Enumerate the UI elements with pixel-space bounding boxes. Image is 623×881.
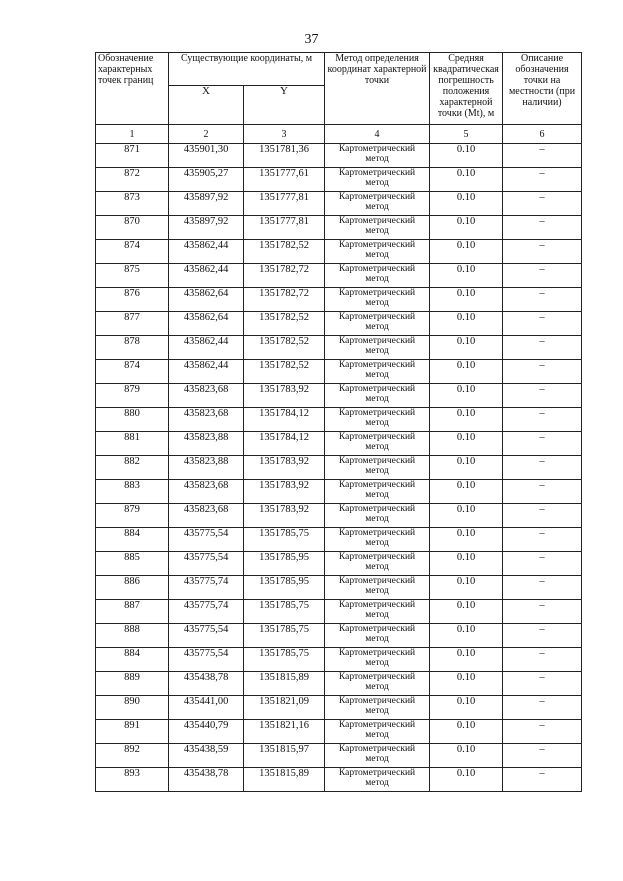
method-line2: метод bbox=[365, 250, 389, 260]
coord-y-cell: 1351785,75 bbox=[244, 624, 325, 648]
coord-x-cell: 435775,54 bbox=[169, 624, 244, 648]
mean-error-cell: 0.10 bbox=[430, 576, 503, 600]
coord-y-cell: 1351782,52 bbox=[244, 312, 325, 336]
point-number-cell: 890 bbox=[96, 696, 169, 720]
mean-error-cell: 0.10 bbox=[430, 720, 503, 744]
method-line1: Картометрический bbox=[338, 216, 416, 226]
coord-y-cell: 1351777,81 bbox=[244, 216, 325, 240]
point-number-cell: 879 bbox=[96, 504, 169, 528]
table-row bbox=[96, 552, 582, 576]
table-row bbox=[96, 456, 582, 480]
coord-y-cell: 1351783,92 bbox=[244, 384, 325, 408]
coord-y-cell: 1351783,92 bbox=[244, 480, 325, 504]
table-header bbox=[96, 53, 582, 144]
coord-y-cell: 1351815,89 bbox=[244, 768, 325, 792]
coord-x-cell: 435862,64 bbox=[169, 312, 244, 336]
coord-y-cell: 1351783,92 bbox=[244, 504, 325, 528]
method-line1: Картометрический bbox=[338, 192, 416, 202]
method-line2: метод bbox=[365, 682, 389, 692]
coord-x-cell: 435897,92 bbox=[169, 192, 244, 216]
table-row bbox=[96, 408, 582, 432]
table-row bbox=[96, 744, 582, 768]
method-cell bbox=[325, 168, 430, 192]
mean-error-cell: 0.10 bbox=[430, 504, 503, 528]
description-cell: – bbox=[503, 744, 582, 768]
table-row bbox=[96, 576, 582, 600]
mean-error-cell: 0.10 bbox=[430, 600, 503, 624]
table-row bbox=[96, 648, 582, 672]
method-line1: Картометрический bbox=[338, 456, 416, 466]
point-number-cell: 884 bbox=[96, 528, 169, 552]
method-line2: метод bbox=[365, 370, 389, 380]
column-number: 4 bbox=[325, 125, 430, 144]
point-number-cell: 887 bbox=[96, 600, 169, 624]
table-row bbox=[96, 240, 582, 264]
coord-y-cell: 1351782,52 bbox=[244, 360, 325, 384]
description-cell: – bbox=[503, 624, 582, 648]
coord-y-cell: 1351777,81 bbox=[244, 192, 325, 216]
mean-error-cell: 0.10 bbox=[430, 648, 503, 672]
mean-error-cell: 0.10 bbox=[430, 312, 503, 336]
method-cell bbox=[325, 504, 430, 528]
coord-x-cell: 435438,78 bbox=[169, 768, 244, 792]
point-number-cell: 882 bbox=[96, 456, 169, 480]
coord-y-cell: 1351821,16 bbox=[244, 720, 325, 744]
method-line2: метод bbox=[365, 202, 389, 212]
coord-x-cell: 435440,79 bbox=[169, 720, 244, 744]
description-cell: – bbox=[503, 696, 582, 720]
coord-y-cell: 1351785,95 bbox=[244, 552, 325, 576]
coord-x-cell: 435441,00 bbox=[169, 696, 244, 720]
coord-y-cell: 1351777,61 bbox=[244, 168, 325, 192]
mean-error-cell: 0.10 bbox=[430, 168, 503, 192]
point-number-cell: 881 bbox=[96, 432, 169, 456]
coord-x-cell: 435823,88 bbox=[169, 456, 244, 480]
table-body bbox=[96, 144, 582, 792]
method-cell bbox=[325, 552, 430, 576]
description-cell: – bbox=[503, 480, 582, 504]
coord-x-cell: 435862,44 bbox=[169, 264, 244, 288]
column-number: 2 bbox=[169, 125, 244, 144]
table-row bbox=[96, 264, 582, 288]
table-row bbox=[96, 768, 582, 792]
method-line2: метод bbox=[365, 754, 389, 764]
mean-error-cell: 0.10 bbox=[430, 240, 503, 264]
method-line2: метод bbox=[365, 778, 389, 788]
method-line2: метод bbox=[365, 514, 389, 524]
method-cell bbox=[325, 216, 430, 240]
method-cell bbox=[325, 360, 430, 384]
method-line2: метод bbox=[365, 322, 389, 332]
method-cell bbox=[325, 528, 430, 552]
description-cell: – bbox=[503, 192, 582, 216]
coord-x-cell: 435775,54 bbox=[169, 528, 244, 552]
method-cell bbox=[325, 312, 430, 336]
method-line2: метод bbox=[365, 562, 389, 572]
coordinates-table bbox=[95, 52, 582, 792]
column-number: 5 bbox=[430, 125, 503, 144]
description-cell: – bbox=[503, 720, 582, 744]
method-cell bbox=[325, 240, 430, 264]
mean-error-cell: 0.10 bbox=[430, 552, 503, 576]
coord-x-cell: 435897,92 bbox=[169, 216, 244, 240]
description-cell: – bbox=[503, 384, 582, 408]
coord-y-cell: 1351785,75 bbox=[244, 648, 325, 672]
coord-y-cell: 1351785,95 bbox=[244, 576, 325, 600]
description-cell: – bbox=[503, 240, 582, 264]
description-cell: – bbox=[503, 432, 582, 456]
column-number: 3 bbox=[244, 125, 325, 144]
method-line1: Картометрический bbox=[338, 624, 416, 634]
description-cell: – bbox=[503, 360, 582, 384]
point-number-cell: 879 bbox=[96, 384, 169, 408]
mean-error-cell: 0.10 bbox=[430, 696, 503, 720]
coord-x-cell: 435823,88 bbox=[169, 432, 244, 456]
mean-error-cell: 0.10 bbox=[430, 480, 503, 504]
method-line1: Картометрический bbox=[338, 144, 416, 154]
coord-y-cell: 1351782,72 bbox=[244, 264, 325, 288]
table-row bbox=[96, 336, 582, 360]
table-row bbox=[96, 144, 582, 168]
point-number-cell: 876 bbox=[96, 288, 169, 312]
table-row bbox=[96, 600, 582, 624]
coord-x-cell: 435823,68 bbox=[169, 408, 244, 432]
coord-x-cell: 435862,44 bbox=[169, 336, 244, 360]
method-line1: Картометрический bbox=[338, 240, 416, 250]
method-line2: метод bbox=[365, 226, 389, 236]
coord-x-cell: 435862,44 bbox=[169, 240, 244, 264]
mean-error-cell: 0.10 bbox=[430, 192, 503, 216]
method-line1: Картометрический bbox=[338, 576, 416, 586]
method-line2: метод bbox=[365, 178, 389, 188]
method-line2: метод bbox=[365, 394, 389, 404]
coord-y-cell: 1351781,36 bbox=[244, 144, 325, 168]
coord-x-cell: 435823,68 bbox=[169, 480, 244, 504]
description-cell: – bbox=[503, 552, 582, 576]
header-coordinates: Существующие координаты, м bbox=[169, 53, 325, 86]
header-method: Метод определения координат характерной точки bbox=[325, 53, 430, 125]
coord-x-cell: 435901,30 bbox=[169, 144, 244, 168]
description-cell: – bbox=[503, 264, 582, 288]
page-number: 37 bbox=[304, 32, 319, 47]
coord-x-cell: 435823,68 bbox=[169, 384, 244, 408]
mean-error-cell: 0.10 bbox=[430, 768, 503, 792]
point-number-cell: 883 bbox=[96, 480, 169, 504]
column-number: 6 bbox=[503, 125, 582, 144]
description-cell: – bbox=[503, 312, 582, 336]
point-number-cell: 878 bbox=[96, 336, 169, 360]
description-cell: – bbox=[503, 336, 582, 360]
coord-y-cell: 1351782,52 bbox=[244, 240, 325, 264]
coord-y-cell: 1351783,92 bbox=[244, 456, 325, 480]
mean-error-cell: 0.10 bbox=[430, 456, 503, 480]
coord-y-cell: 1351784,12 bbox=[244, 432, 325, 456]
method-cell bbox=[325, 672, 430, 696]
point-number-cell: 873 bbox=[96, 192, 169, 216]
header-point-designation: Обозначение характерных точек границ bbox=[96, 53, 169, 125]
method-line2: метод bbox=[365, 610, 389, 620]
table-row bbox=[96, 192, 582, 216]
description-cell: – bbox=[503, 648, 582, 672]
coord-x-cell: 435862,44 bbox=[169, 360, 244, 384]
point-number-cell: 889 bbox=[96, 672, 169, 696]
method-line2: метод bbox=[365, 442, 389, 452]
method-line1: Картометрический bbox=[338, 600, 416, 610]
method-line2: метод bbox=[365, 418, 389, 428]
method-line2: метод bbox=[365, 538, 389, 548]
point-number-cell: 872 bbox=[96, 168, 169, 192]
description-cell: – bbox=[503, 168, 582, 192]
column-numbers-row bbox=[96, 125, 582, 144]
description-cell: – bbox=[503, 408, 582, 432]
method-line1: Картометрический bbox=[338, 384, 416, 394]
coord-x-cell: 435862,64 bbox=[169, 288, 244, 312]
description-cell: – bbox=[503, 288, 582, 312]
coord-x-cell: 435775,54 bbox=[169, 648, 244, 672]
method-cell bbox=[325, 336, 430, 360]
mean-error-cell: 0.10 bbox=[430, 360, 503, 384]
method-line2: метод bbox=[365, 658, 389, 668]
method-line2: метод bbox=[365, 466, 389, 476]
coord-x-cell: 435823,68 bbox=[169, 504, 244, 528]
table-row bbox=[96, 360, 582, 384]
point-number-cell: 877 bbox=[96, 312, 169, 336]
method-line2: метод bbox=[365, 298, 389, 308]
point-number-cell: 875 bbox=[96, 264, 169, 288]
description-cell: – bbox=[503, 144, 582, 168]
table-row bbox=[96, 216, 582, 240]
method-line1: Картометрический bbox=[338, 288, 416, 298]
header-description: Описание обозначения точки на местности (при наличии) bbox=[503, 53, 582, 125]
method-line1: Картометрический bbox=[338, 360, 416, 370]
table-row bbox=[96, 720, 582, 744]
method-cell bbox=[325, 720, 430, 744]
method-cell bbox=[325, 576, 430, 600]
mean-error-cell: 0.10 bbox=[430, 744, 503, 768]
point-number-cell: 888 bbox=[96, 624, 169, 648]
method-line1: Картометрический bbox=[338, 408, 416, 418]
point-number-cell: 870 bbox=[96, 216, 169, 240]
method-line1: Картометрический bbox=[338, 768, 416, 778]
table-row bbox=[96, 672, 582, 696]
coord-y-cell: 1351815,89 bbox=[244, 672, 325, 696]
method-line2: метод bbox=[365, 730, 389, 740]
table-row bbox=[96, 696, 582, 720]
method-cell bbox=[325, 264, 430, 288]
table-row bbox=[96, 432, 582, 456]
table-row bbox=[96, 312, 582, 336]
table-row bbox=[96, 288, 582, 312]
point-number-cell: 892 bbox=[96, 744, 169, 768]
coord-y-cell: 1351821,09 bbox=[244, 696, 325, 720]
method-line1: Картометрический bbox=[338, 648, 416, 658]
header-mean-error: Средняя квадратическая погрешность положения характерной точки (Mt), м bbox=[430, 53, 503, 125]
method-line1: Картометрический bbox=[338, 744, 416, 754]
mean-error-cell: 0.10 bbox=[430, 264, 503, 288]
description-cell: – bbox=[503, 768, 582, 792]
header-x: X bbox=[169, 86, 244, 125]
method-line1: Картометрический bbox=[338, 672, 416, 682]
coord-x-cell: 435775,74 bbox=[169, 576, 244, 600]
method-line2: метод bbox=[365, 346, 389, 356]
description-cell: – bbox=[503, 528, 582, 552]
point-number-cell: 871 bbox=[96, 144, 169, 168]
mean-error-cell: 0.10 bbox=[430, 216, 503, 240]
table-row bbox=[96, 624, 582, 648]
method-line1: Картометрический bbox=[338, 336, 416, 346]
header-y: Y bbox=[244, 86, 325, 125]
point-number-cell: 880 bbox=[96, 408, 169, 432]
point-number-cell: 874 bbox=[96, 360, 169, 384]
mean-error-cell: 0.10 bbox=[430, 384, 503, 408]
mean-error-cell: 0.10 bbox=[430, 288, 503, 312]
table-row bbox=[96, 528, 582, 552]
coord-x-cell: 435438,59 bbox=[169, 744, 244, 768]
coord-x-cell: 435775,74 bbox=[169, 600, 244, 624]
description-cell: – bbox=[503, 576, 582, 600]
mean-error-cell: 0.10 bbox=[430, 336, 503, 360]
method-cell bbox=[325, 288, 430, 312]
method-line2: метод bbox=[365, 274, 389, 284]
coord-x-cell: 435438,78 bbox=[169, 672, 244, 696]
method-cell bbox=[325, 408, 430, 432]
method-line2: метод bbox=[365, 706, 389, 716]
coord-y-cell: 1351815,97 bbox=[244, 744, 325, 768]
mean-error-cell: 0.10 bbox=[430, 432, 503, 456]
method-line1: Картометрический bbox=[338, 504, 416, 514]
point-number-cell: 884 bbox=[96, 648, 169, 672]
method-line2: метод bbox=[365, 586, 389, 596]
mean-error-cell: 0.10 bbox=[430, 408, 503, 432]
method-line1: Картометрический bbox=[338, 552, 416, 562]
method-cell bbox=[325, 744, 430, 768]
method-line1: Картометрический bbox=[338, 312, 416, 322]
description-cell: – bbox=[503, 600, 582, 624]
method-line2: метод bbox=[365, 490, 389, 500]
method-line1: Картометрический bbox=[338, 168, 416, 178]
method-line1: Картометрический bbox=[338, 720, 416, 730]
method-line1: Картометрический bbox=[338, 480, 416, 490]
method-cell bbox=[325, 456, 430, 480]
coord-y-cell: 1351782,52 bbox=[244, 336, 325, 360]
method-line1: Картометрический bbox=[338, 264, 416, 274]
point-number-cell: 886 bbox=[96, 576, 169, 600]
description-cell: – bbox=[503, 504, 582, 528]
method-line1: Картометрический bbox=[338, 528, 416, 538]
column-number: 1 bbox=[96, 125, 169, 144]
method-line1: Картометрический bbox=[338, 696, 416, 706]
table-row bbox=[96, 168, 582, 192]
description-cell: – bbox=[503, 456, 582, 480]
mean-error-cell: 0.10 bbox=[430, 144, 503, 168]
coord-y-cell: 1351785,75 bbox=[244, 528, 325, 552]
mean-error-cell: 0.10 bbox=[430, 624, 503, 648]
point-number-cell: 891 bbox=[96, 720, 169, 744]
description-cell: – bbox=[503, 216, 582, 240]
method-line2: метод bbox=[365, 634, 389, 644]
mean-error-cell: 0.10 bbox=[430, 672, 503, 696]
method-cell bbox=[325, 144, 430, 168]
mean-error-cell: 0.10 bbox=[430, 528, 503, 552]
method-cell bbox=[325, 600, 430, 624]
method-cell bbox=[325, 696, 430, 720]
point-number-cell: 885 bbox=[96, 552, 169, 576]
table-row bbox=[96, 384, 582, 408]
point-number-cell: 874 bbox=[96, 240, 169, 264]
coord-x-cell: 435905,27 bbox=[169, 168, 244, 192]
method-cell bbox=[325, 432, 430, 456]
coord-y-cell: 1351784,12 bbox=[244, 408, 325, 432]
point-number-cell: 893 bbox=[96, 768, 169, 792]
method-line1: Картометрический bbox=[338, 432, 416, 442]
description-cell: – bbox=[503, 672, 582, 696]
method-cell bbox=[325, 648, 430, 672]
table-row bbox=[96, 504, 582, 528]
method-cell bbox=[325, 768, 430, 792]
coord-y-cell: 1351785,75 bbox=[244, 600, 325, 624]
method-cell bbox=[325, 624, 430, 648]
coord-y-cell: 1351782,72 bbox=[244, 288, 325, 312]
method-cell bbox=[325, 192, 430, 216]
method-cell bbox=[325, 480, 430, 504]
method-line2: метод bbox=[365, 154, 389, 164]
method-cell bbox=[325, 384, 430, 408]
table-row bbox=[96, 480, 582, 504]
coord-x-cell: 435775,54 bbox=[169, 552, 244, 576]
